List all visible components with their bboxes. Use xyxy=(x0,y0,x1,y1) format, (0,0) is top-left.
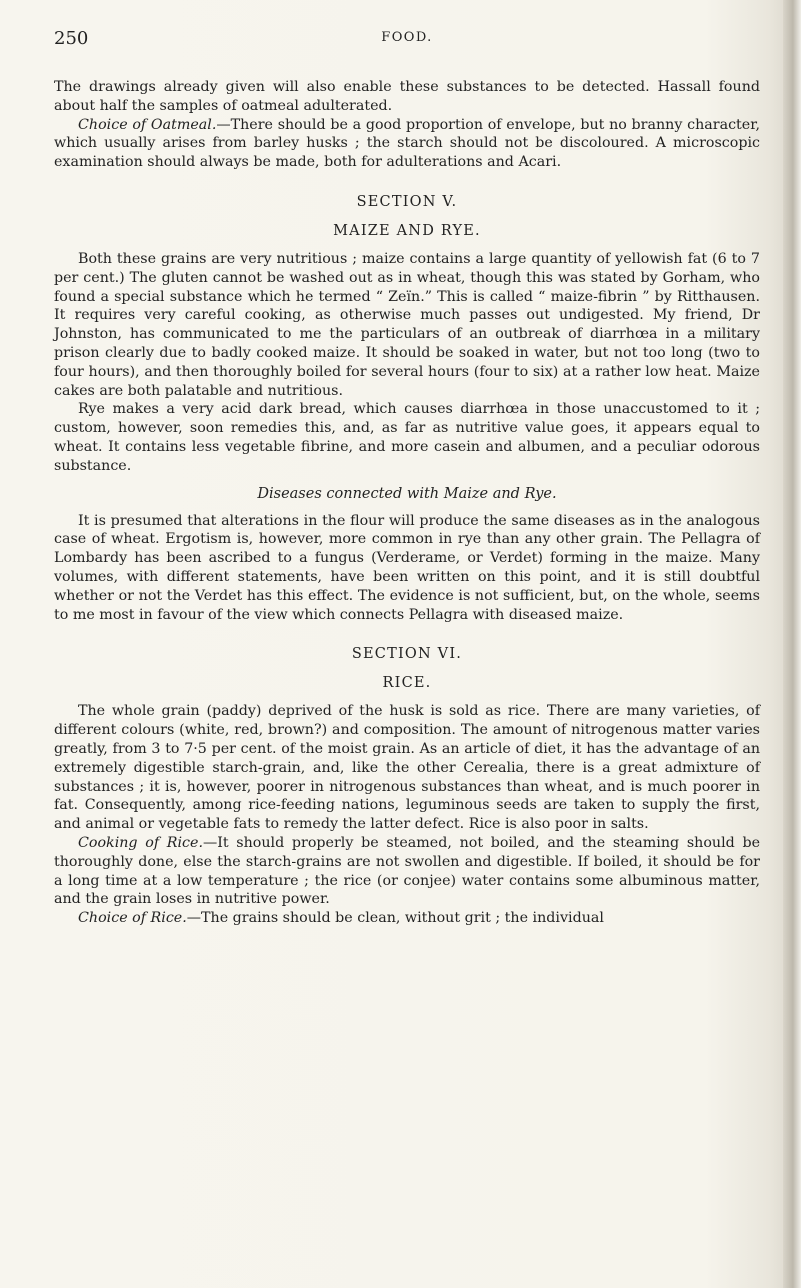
section-v-subtitle: MAIZE AND RYE. xyxy=(333,222,481,239)
choice-oatmeal-text: —There should be a good proportion of envelope, but no branny character, which usually arises from barley husks ; the starch should not be discoloured. A microscopic examination should always be made, both for adulterations and Acari. xyxy=(54,116,760,171)
maize-rye-paragraph-2: Rye makes a very acid dark bread, which causes diarrhœa in those unaccustomed to it ; custom, however, soon remedies this, and, as far as nutritive value goes, it appears equal to wheat. It contains less vegetable fibrine, and more casein and albumen, and a peculiar odorous substance. xyxy=(54,401,760,474)
maize-rye-paragraph-3: It is presumed that alterations in the flour will produce the same diseases as in the analogous case of wheat. Ergotism is, however, more common in rye than any other grain. The Pellagra of Lombardy has been ascribed to a fungus (Verderame, or Verdet) forming in the maize. Many volumes, with different statements, have been written on this point, and it is still doubtful whether or not the Verdet has this effect. The evidence is not sufficient, but, on the whole, seems to me most in favour of the view which connects Pellagra with diseased maize. xyxy=(54,512,760,623)
choice-oatmeal-paragraph xyxy=(54,116,760,172)
maize-rye-paragraph-1: Both these grains are very nutritious ; maize contains a large quantity of yellowish fat (6 to 7 per cent.) The gluten cannot be washed out as in wheat, though this was stated by Gorham, who found a special substance which he termed “ Zeïn.” This is called “ maize-fibrin ” by Ritthausen. It requires very careful cooking, as otherwise much passes out undigested. My friend, Dr Johnston, has communicated to me the particulars of an outbreak of diarrhœa in a military prison clearly due to badly cooked maize. It should be soaked in water, but not too long (two to four hours), and then thoroughly boiled for several hours (four to six) at a rather low heat. Maize cakes are both palatable and nutritious. xyxy=(54,250,760,399)
section-vi-title: SECTION VI. xyxy=(351,646,463,663)
intro-paragraph: The drawings already given will also enable these substances to be detected. Hassall found about half the samples of oatmeal adulterated. xyxy=(54,79,760,114)
running-head xyxy=(54,28,760,56)
book-spine-shadow xyxy=(783,0,801,1288)
choice-rice-label: Choice of Rice. xyxy=(78,910,187,927)
choice-oatmeal-label: Choice of Oatmeal. xyxy=(78,116,217,133)
section-vi-subtitle: RICE. xyxy=(382,675,432,692)
choice-rice-text: —The grains should be clean, without grit ; the individual xyxy=(186,910,604,927)
cooking-rice-text: —It should properly be steamed, not boiled, and the steaming should be thoroughly done, else the starch-grains are not swollen and digestible. If boiled, it should be for a long time at a low temperature ; the rice (or conjee) water contains some albuminous matter, and the grain loses in nutritive power. xyxy=(54,834,760,908)
page-number: 250 xyxy=(54,28,89,49)
rice-paragraph-1: The whole grain (paddy) deprived of the husk is sold as rice. There are many varieties, of different colours (white, red, brown?) and composition. The amount of nitrogenous matter varies greatly, from 3 to 7·5 per cent. of the moist grain. As an article of diet, it has the advantage of an extremely digestible starch-grain, and, like the other Cerealia, there is a great admixture of substances ; it is, however, poorer in nitrogenous substances than wheat, and is much poorer in fat. Consequently, among rice-feeding nations, leguminous seeds are taken to supply the first, and animal or vegetable fats to remedy the latter defect. Rice is also poor in salts. xyxy=(54,703,760,833)
section-v-title: SECTION V. xyxy=(356,193,458,210)
running-head-title: FOOD. xyxy=(381,30,433,45)
diseases-heading: Diseases connected with Maize and Rye. xyxy=(257,485,557,502)
cooking-rice-paragraph xyxy=(54,834,760,909)
choice-rice-paragraph xyxy=(54,909,760,928)
cooking-rice-label: Cooking of Rice. xyxy=(78,834,204,851)
page-content xyxy=(54,28,760,928)
